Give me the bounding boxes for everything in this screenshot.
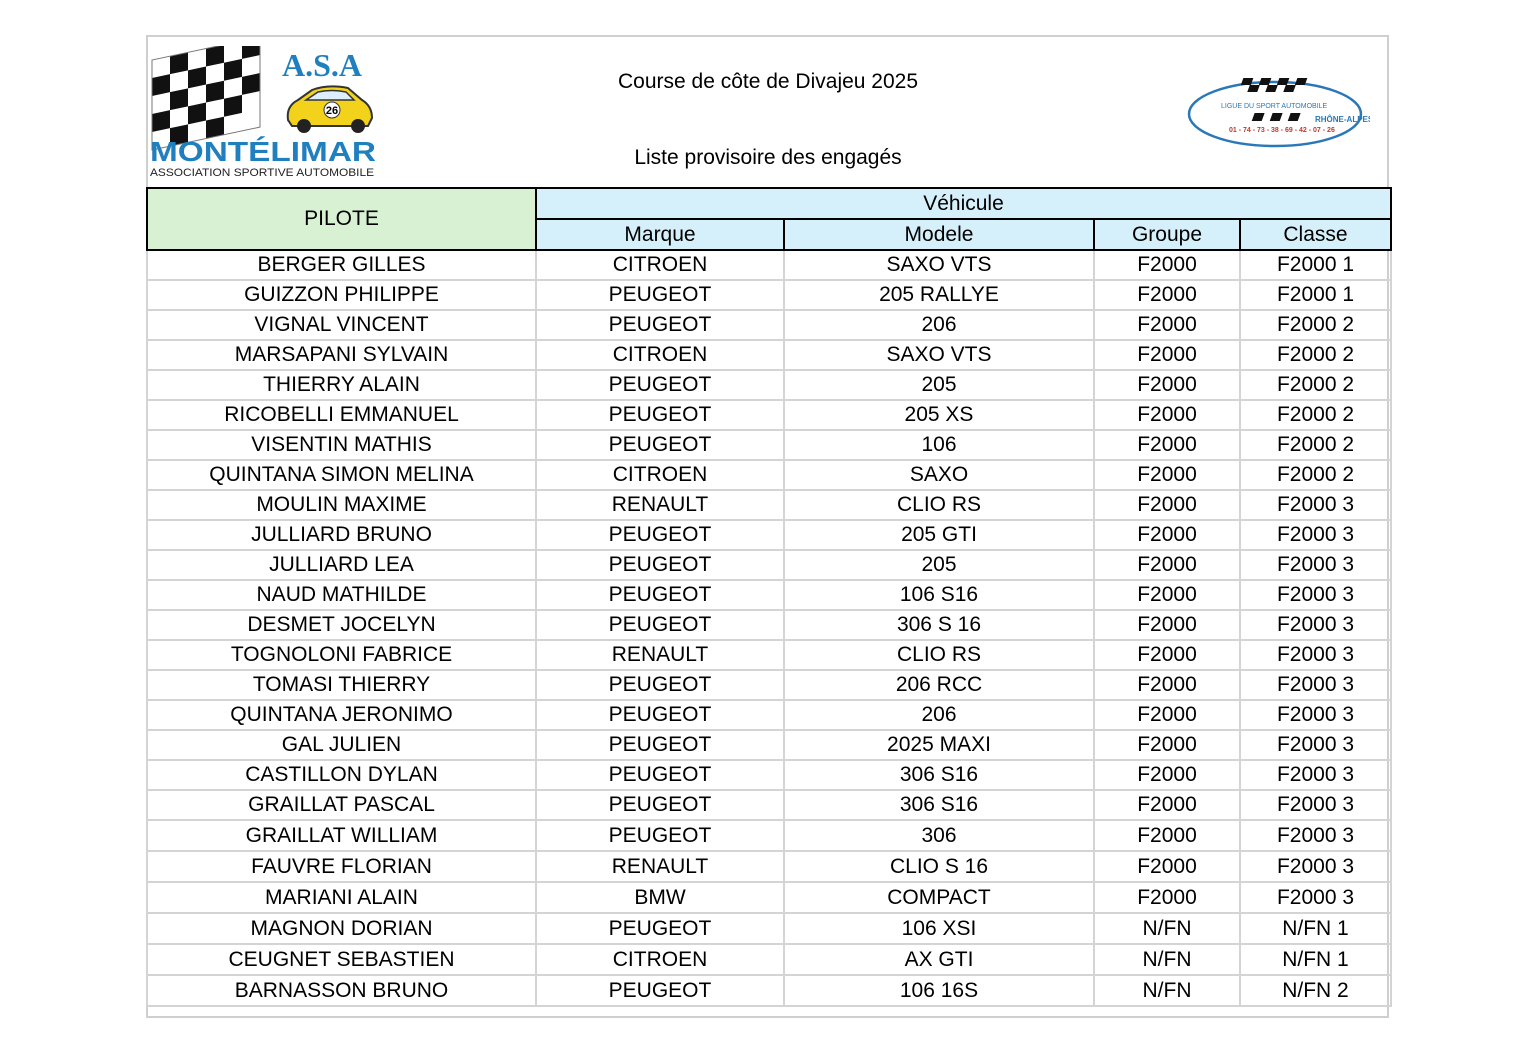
cell-classe: F2000 3 [1240, 700, 1391, 730]
cell-modele: COMPACT [784, 882, 1094, 913]
cell-modele: CLIO RS [784, 640, 1094, 670]
cell-pilote: JULLIARD LEA [147, 550, 536, 580]
cell-marque: CITROEN [536, 944, 784, 975]
cell-pilote: VIGNAL VINCENT [147, 310, 536, 340]
cell-groupe: F2000 [1094, 490, 1240, 520]
cell-groupe: N/FN [1094, 944, 1240, 975]
cell-marque: BMW [536, 882, 784, 913]
cell-marque: PEUGEOT [536, 790, 784, 820]
cell-groupe: F2000 [1094, 670, 1240, 700]
cell-modele: SAXO VTS [784, 250, 1094, 280]
cell-groupe: N/FN [1094, 913, 1240, 944]
cell-pilote: MOULIN MAXIME [147, 490, 536, 520]
table-row [147, 370, 1391, 400]
ligue-departments: 01 - 74 - 73 - 38 - 69 - 42 - 07 - 26 [1229, 127, 1335, 134]
cell-marque: PEUGEOT [536, 400, 784, 430]
cell-modele: 306 S16 [784, 790, 1094, 820]
cell-groupe: F2000 [1094, 280, 1240, 310]
cell-pilote: BARNASSON BRUNO [147, 975, 536, 1006]
document-subtitle: Liste provisoire des engagés [634, 146, 902, 169]
cell-groupe: F2000 [1094, 400, 1240, 430]
cell-marque: CITROEN [536, 340, 784, 370]
cell-classe: F2000 2 [1240, 460, 1391, 490]
cell-groupe: F2000 [1094, 310, 1240, 340]
table-row [147, 430, 1391, 460]
cell-modele: 206 RCC [784, 670, 1094, 700]
cell-modele: 306 S 16 [784, 610, 1094, 640]
table-row [147, 730, 1391, 760]
cell-pilote: GUIZZON PHILIPPE [147, 280, 536, 310]
cell-pilote: MARSAPANI SYLVAIN [147, 340, 536, 370]
table-row [147, 550, 1391, 580]
cell-marque: PEUGEOT [536, 580, 784, 610]
cell-groupe: F2000 [1094, 760, 1240, 790]
cell-modele: 205 RALLYE [784, 280, 1094, 310]
table-row [147, 520, 1391, 550]
cell-pilote: QUINTANA JERONIMO [147, 700, 536, 730]
cell-marque: PEUGEOT [536, 610, 784, 640]
cell-marque: PEUGEOT [536, 670, 784, 700]
cell-marque: CITROEN [536, 460, 784, 490]
cell-marque: PEUGEOT [536, 520, 784, 550]
cell-classe: F2000 3 [1240, 760, 1391, 790]
checkered-flag-icon [152, 46, 260, 150]
table-row [147, 400, 1391, 430]
cell-pilote: QUINTANA SIMON MELINA [147, 460, 536, 490]
cell-groupe: F2000 [1094, 520, 1240, 550]
cell-modele: 205 [784, 370, 1094, 400]
cell-modele: 206 [784, 700, 1094, 730]
cell-groupe: F2000 [1094, 580, 1240, 610]
cell-classe: F2000 3 [1240, 790, 1391, 820]
cell-classe: F2000 3 [1240, 580, 1391, 610]
cell-pilote: NAUD MATHILDE [147, 580, 536, 610]
cell-classe: N/FN 1 [1240, 944, 1391, 975]
cell-marque: PEUGEOT [536, 310, 784, 340]
cell-pilote: TOGNOLONI FABRICE [147, 640, 536, 670]
table-row [147, 760, 1391, 790]
table-row [147, 851, 1391, 882]
cell-classe: F2000 3 [1240, 820, 1391, 851]
cell-pilote: CEUGNET SEBASTIEN [147, 944, 536, 975]
cell-modele: 306 [784, 820, 1094, 851]
cell-groupe: F2000 [1094, 730, 1240, 760]
table-row [147, 280, 1391, 310]
cell-marque: PEUGEOT [536, 280, 784, 310]
cell-groupe: F2000 [1094, 700, 1240, 730]
cell-modele: 106 [784, 430, 1094, 460]
cell-modele: 106 XSI [784, 913, 1094, 944]
entries-table [146, 187, 1392, 1007]
cell-classe: F2000 2 [1240, 430, 1391, 460]
table-row [147, 944, 1391, 975]
cell-modele: SAXO VTS [784, 340, 1094, 370]
cell-modele: 206 [784, 310, 1094, 340]
cell-pilote: TOMASI THIERRY [147, 670, 536, 700]
cell-classe: F2000 1 [1240, 280, 1391, 310]
table-row [147, 610, 1391, 640]
table-row [147, 975, 1391, 1006]
cell-modele: 106 S16 [784, 580, 1094, 610]
cell-classe: F2000 2 [1240, 370, 1391, 400]
cell-groupe: F2000 [1094, 851, 1240, 882]
cell-pilote: GRAILLAT WILLIAM [147, 820, 536, 851]
table-row [147, 340, 1391, 370]
table-row [147, 580, 1391, 610]
cell-classe: F2000 3 [1240, 640, 1391, 670]
cell-pilote: MAGNON DORIAN [147, 913, 536, 944]
cell-modele: 205 GTI [784, 520, 1094, 550]
asa-montelimar-logo [150, 46, 380, 180]
cell-classe: F2000 3 [1240, 490, 1391, 520]
header-pilote: PILOTE [147, 188, 536, 250]
cell-pilote: JULLIARD BRUNO [147, 520, 536, 550]
cell-marque: PEUGEOT [536, 550, 784, 580]
cell-classe: F2000 1 [1240, 250, 1391, 280]
cell-groupe: F2000 [1094, 340, 1240, 370]
cell-marque: RENAULT [536, 490, 784, 520]
cell-classe: F2000 2 [1240, 310, 1391, 340]
cell-groupe: F2000 [1094, 790, 1240, 820]
cell-groupe: F2000 [1094, 882, 1240, 913]
cell-modele: 205 XS [784, 400, 1094, 430]
ligue-rhone-alpes-logo [1185, 68, 1370, 150]
cell-marque: CITROEN [536, 250, 784, 280]
cell-groupe: F2000 [1094, 610, 1240, 640]
header-classe: Classe [1240, 219, 1391, 250]
cell-marque: PEUGEOT [536, 975, 784, 1006]
cell-classe: N/FN 2 [1240, 975, 1391, 1006]
cell-pilote: DESMET JOCELYN [147, 610, 536, 640]
cell-groupe: F2000 [1094, 820, 1240, 851]
cell-marque: PEUGEOT [536, 730, 784, 760]
table-row [147, 310, 1391, 340]
club-name: MONTÉLIMAR [150, 136, 376, 167]
cell-classe: N/FN 1 [1240, 913, 1391, 944]
cell-marque: PEUGEOT [536, 760, 784, 790]
cell-modele: CLIO S 16 [784, 851, 1094, 882]
cell-marque: PEUGEOT [536, 370, 784, 400]
table-row [147, 460, 1391, 490]
cell-classe: F2000 2 [1240, 340, 1391, 370]
table-row [147, 790, 1391, 820]
club-tagline: ASSOCIATION SPORTIVE AUTOMOBILE [150, 167, 374, 179]
header-vehicule: Véhicule [536, 188, 1391, 219]
table-row [147, 250, 1391, 280]
cell-modele: 205 [784, 550, 1094, 580]
ligue-line1: LIGUE DU SPORT AUTOMOBILE [1221, 103, 1328, 110]
table-row [147, 882, 1391, 913]
cell-marque: PEUGEOT [536, 700, 784, 730]
cell-pilote: GAL JULIEN [147, 730, 536, 760]
rally-car-icon [288, 86, 372, 133]
cell-pilote: RICOBELLI EMMANUEL [147, 400, 536, 430]
cell-pilote: GRAILLAT PASCAL [147, 790, 536, 820]
header-modele: Modele [784, 219, 1094, 250]
cell-pilote: CASTILLON DYLAN [147, 760, 536, 790]
table-row [147, 640, 1391, 670]
cell-classe: F2000 3 [1240, 882, 1391, 913]
table-row [147, 913, 1391, 944]
cell-marque: PEUGEOT [536, 430, 784, 460]
car-number: 26 [325, 105, 339, 117]
cell-pilote: MARIANI ALAIN [147, 882, 536, 913]
cell-groupe: F2000 [1094, 460, 1240, 490]
cell-modele: AX GTI [784, 944, 1094, 975]
cell-classe: F2000 3 [1240, 730, 1391, 760]
cell-groupe: F2000 [1094, 430, 1240, 460]
cell-classe: F2000 3 [1240, 610, 1391, 640]
table-row [147, 820, 1391, 851]
table-row [147, 670, 1391, 700]
ligue-line2: RHÔNE-ALPES [1315, 115, 1370, 124]
cell-groupe: F2000 [1094, 550, 1240, 580]
cell-pilote: FAUVRE FLORIAN [147, 851, 536, 882]
cell-modele: CLIO RS [784, 490, 1094, 520]
cell-classe: F2000 3 [1240, 520, 1391, 550]
cell-marque: PEUGEOT [536, 913, 784, 944]
cell-modele: 106 16S [784, 975, 1094, 1006]
cell-groupe: F2000 [1094, 250, 1240, 280]
header-marque: Marque [536, 219, 784, 250]
cell-classe: F2000 3 [1240, 550, 1391, 580]
cell-modele: 2025 MAXI [784, 730, 1094, 760]
cell-classe: F2000 2 [1240, 400, 1391, 430]
cell-modele: SAXO [784, 460, 1094, 490]
cell-marque: RENAULT [536, 640, 784, 670]
cell-marque: PEUGEOT [536, 820, 784, 851]
cell-groupe: N/FN [1094, 975, 1240, 1006]
table-row [147, 490, 1391, 520]
cell-classe: F2000 3 [1240, 851, 1391, 882]
cell-groupe: F2000 [1094, 640, 1240, 670]
cell-pilote: THIERRY ALAIN [147, 370, 536, 400]
cell-pilote: VISENTIN MATHIS [147, 430, 536, 460]
cell-classe: F2000 3 [1240, 670, 1391, 700]
header-groupe: Groupe [1094, 219, 1240, 250]
document-title: Course de côte de Divajeu 2025 [617, 70, 919, 93]
cell-marque: RENAULT [536, 851, 784, 882]
cell-pilote: BERGER GILLES [147, 250, 536, 280]
table-row [147, 700, 1391, 730]
asa-logo-text: A.S.A [282, 47, 363, 83]
cell-modele: 306 S16 [784, 760, 1094, 790]
cell-groupe: F2000 [1094, 370, 1240, 400]
